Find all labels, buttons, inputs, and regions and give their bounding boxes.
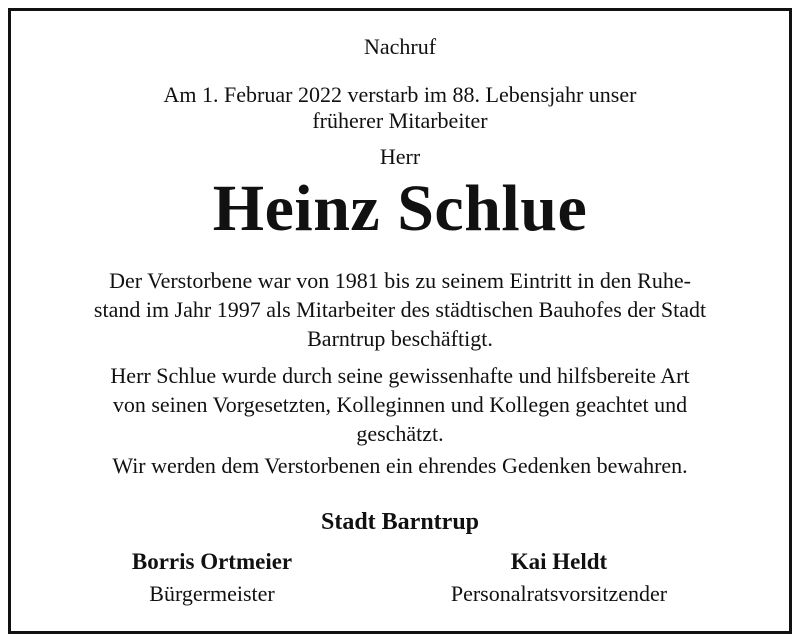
paragraph2-line-2: von seinen Vorgesetzten, Kolleginnen und Kollegen geachtet und [112,392,688,417]
intro-line-1: Am 1. Februar 2022 verstarb im 88. Lebensjahr unser [163,82,637,107]
paragraph1-line-1: Der Verstorbene war von 1981 bis zu seinem Eintritt in den Ruhe- [109,268,691,293]
signatory-2-title: Personalratsvorsitzender [450,581,668,606]
paragraph2-line-3: geschätzt. [356,421,444,446]
intro-line-2: früherer Mitarbeiter [312,108,488,133]
notice-heading: Nachruf [363,34,437,59]
paragraph1-line-2: stand im Jahr 1997 als Mitarbeiter des städtischen Bauhofes der Stadt [93,297,707,322]
signatory-1-name: Borris Ortmeier [131,549,293,574]
paragraph1-line-3: Barntrup beschäftigt. [307,326,493,351]
signatory-2-name: Kai Heldt [510,549,608,574]
salutation: Herr [379,144,421,169]
paragraph2-line-1: Herr Schlue wurde durch seine gewissenhafte und hilfsbereite Art [110,363,690,388]
closing-sentence: Wir werden dem Verstorbenen ein ehrendes Gedenken bewahren. [112,453,688,478]
signatory-1-title: Bürgermeister [149,581,275,606]
deceased-name: Heinz Schlue [212,172,588,245]
organization-name: Stadt Barntrup [320,509,480,535]
